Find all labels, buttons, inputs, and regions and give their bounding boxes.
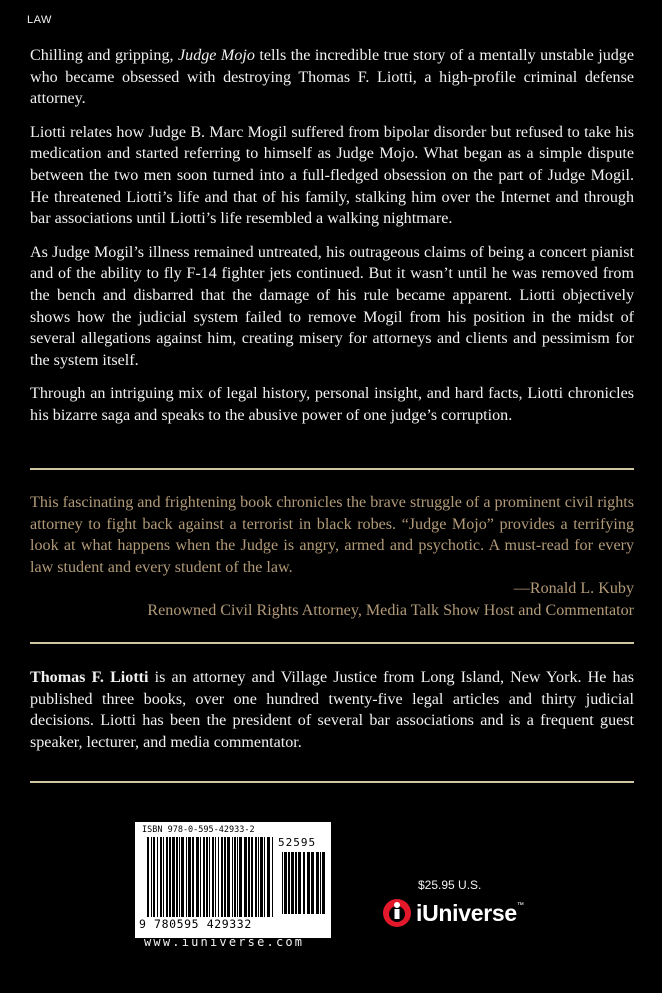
description-paragraph-3: As Judge Mogil’s illness remained untreated, his outrageous claims of being a concert pianist and of the ability to fly F-14 fighter jets continued. But it wasn’t until he was removed from the bench and disbarred that the damage of his rule became apparent. Liotti objectively shows how the judicial system failed to remove Mogil from his position in the midst of several allegations against him, creating misery for attorneys and clients and pessimism for the system itself. — [30, 243, 634, 369]
description-paragraph-4: Through an intriguing mix of legal history, personal insight, and hard facts, Liotti chronicles his bizarre saga and speaks to the abusive power of one judge’s corruption. — [30, 385, 634, 424]
isbn-label: ISBN 978-0-595-42933-2 — [142, 825, 255, 835]
price-code: 52595 — [278, 836, 317, 849]
description-paragraph-2: Liotti relates how Judge B. Marc Mogil suffered from bipolar disorder but refused to take his medication and started referring to himself as Judge Mojo. What began as a simple dispute between the two men soon turned into a full-fledged obsession on the part of Judge Mogil. He threatened Liotti’s life and that of his family, stalking him over the Internet and through bar associations until Liotti’s life resembled a walking nightmare. — [30, 123, 634, 228]
endorsement-quote — [30, 492, 634, 622]
book-description — [30, 45, 634, 439]
author-bio — [30, 667, 634, 753]
publisher-logo — [382, 898, 524, 928]
ean-barcode-bars — [147, 837, 273, 917]
quote-text: This fascinating and frightening book chronicles the brave struggle of a prominent civil rights attorney to fight back against a terrorist in black robes. “Judge Mojo” provides a terrifying look at what happens when the Judge is angry, armed and psychotic. A must-read for every law student and every student of the law. — [30, 494, 634, 576]
isbn-digits: 9 780595 429332 — [139, 917, 252, 931]
quote-author-title: Renowned Civil Rights Attorney, Media Talk Show Host and Commentator — [147, 601, 634, 619]
book-title: Judge Mojo — [178, 47, 255, 64]
publisher-name: iUniverse™ — [416, 899, 524, 926]
description-paragraph-1: Chilling and gripping, Judge Mojo tells the incredible true story of a mentally unstable judge who became obsessed with destroying Thomas F. Liotti, a high-profile criminal defense attorney. — [30, 47, 634, 108]
divider-middle — [30, 642, 634, 644]
divider-top — [30, 468, 634, 470]
divider-bottom — [30, 781, 634, 783]
price-barcode-bars — [282, 852, 326, 914]
bio-text: Thomas F. Liotti is an attorney and Village Justice from Long Island, New York. He has published three books, over one hundred twenty-five legal articles and thirty judicial decisions. Liotti has been the president of several bar associations and is a frequent guest speaker, lecturer, and media commentator. — [30, 669, 634, 751]
author-name: Thomas F. Liotti — [30, 669, 149, 686]
publisher-website: www.iuniverse.com — [144, 935, 305, 949]
iuniverse-logo-icon — [382, 898, 412, 928]
isbn-barcode — [135, 822, 331, 938]
category-label: LAW — [27, 14, 52, 26]
retail-price: $25.95 U.S. — [418, 878, 482, 892]
quote-author: —Ronald L. Kuby — [513, 580, 634, 598]
